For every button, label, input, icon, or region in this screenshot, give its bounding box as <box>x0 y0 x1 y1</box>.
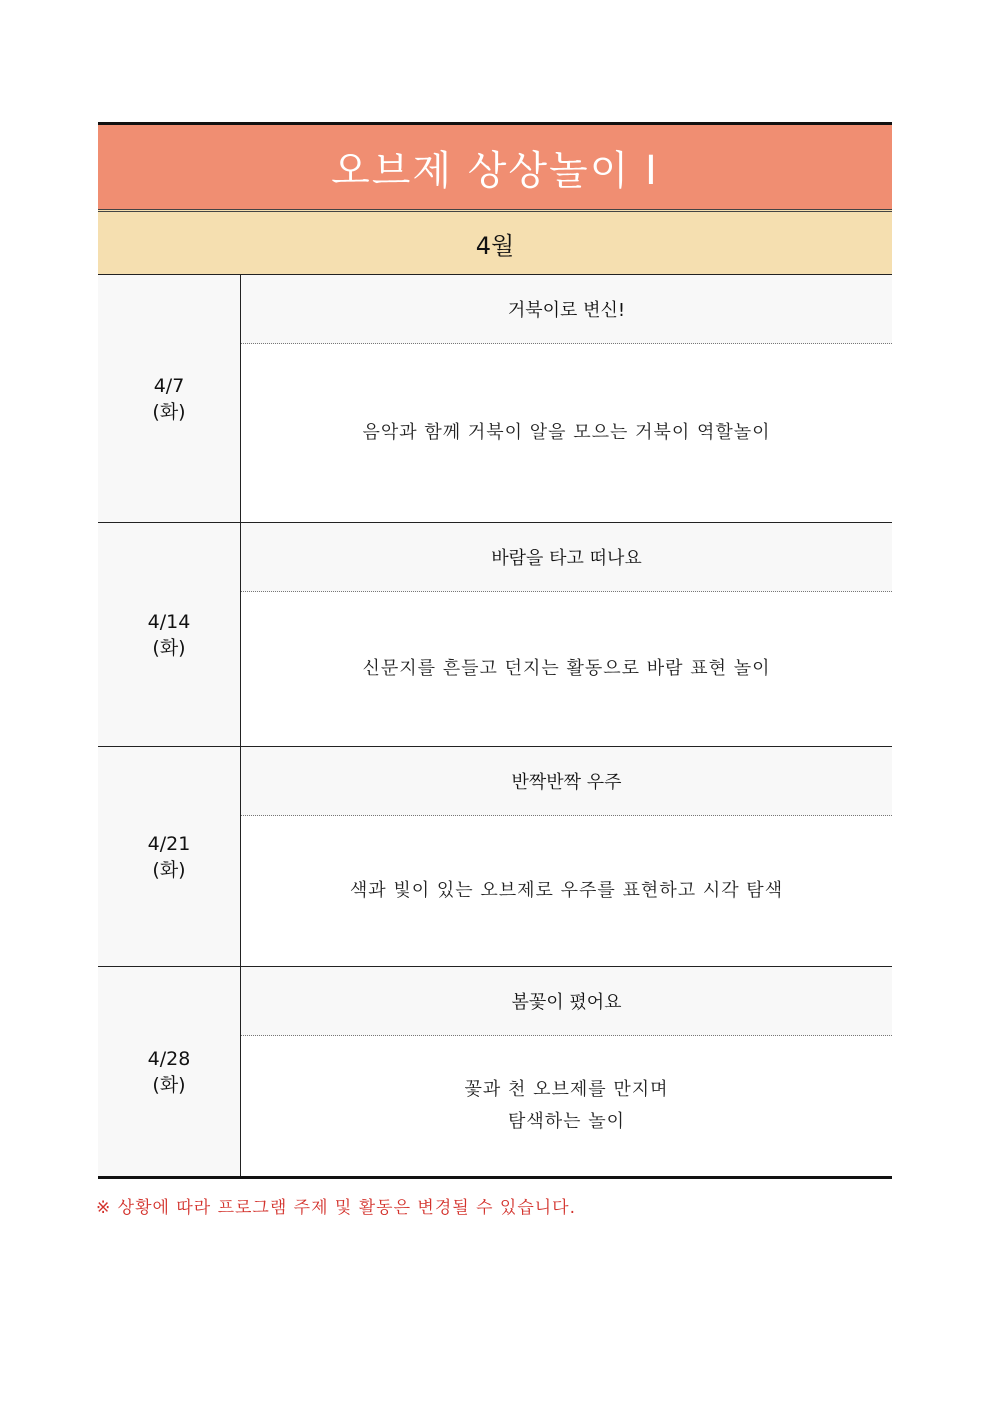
date-cell <box>98 967 241 1178</box>
schedule-table <box>98 274 892 1179</box>
session-date: 4/28 <box>147 1047 191 1070</box>
session-day: (화) <box>152 400 186 423</box>
session-row <box>98 967 892 1036</box>
session-date: 4/14 <box>147 610 191 633</box>
session-topic: 봄꽃이 폈어요 <box>241 967 893 1036</box>
desc-line: 신문지를 흔들고 던지는 활동으로 바람 표현 놀이 <box>362 658 771 679</box>
date-cell <box>98 523 241 747</box>
session-date: 4/7 <box>153 374 185 397</box>
desc-line: 음악과 함께 거북이 알을 모으는 거북이 역할놀이 <box>362 422 771 443</box>
session-row <box>98 747 892 816</box>
session-topic: 거북이로 변신! <box>241 275 893 344</box>
title-bar <box>98 122 892 209</box>
session-topic: 바람을 타고 떠나요 <box>241 523 893 592</box>
desc-line: 탐색하는 놀이 <box>507 1111 626 1132</box>
program-sheet <box>98 122 892 1179</box>
footnote: ※ 상황에 따라 프로그램 주제 및 활동은 변경될 수 있습니다. <box>96 1198 576 1218</box>
session-topic: 반짝반짝 우주 <box>241 747 893 816</box>
session-desc <box>241 1036 893 1178</box>
desc-line: 꽃과 천 오브제를 만지며 <box>464 1079 669 1100</box>
desc-line: 색과 빛이 있는 오브제로 우주를 표현하고 시각 탐색 <box>349 880 784 901</box>
session-day: (화) <box>152 858 186 881</box>
session-desc <box>241 816 893 967</box>
session-date: 4/21 <box>147 832 191 855</box>
session-row <box>98 523 892 592</box>
session-desc <box>241 592 893 747</box>
session-row <box>98 275 892 344</box>
session-day: (화) <box>152 636 186 659</box>
page-title: 오브제 상상놀이 I <box>331 147 659 194</box>
date-cell <box>98 747 241 967</box>
date-cell <box>98 275 241 523</box>
month-bar <box>98 209 892 274</box>
session-desc <box>241 344 893 523</box>
session-day: (화) <box>152 1073 186 1096</box>
month-label: 4월 <box>475 231 515 260</box>
